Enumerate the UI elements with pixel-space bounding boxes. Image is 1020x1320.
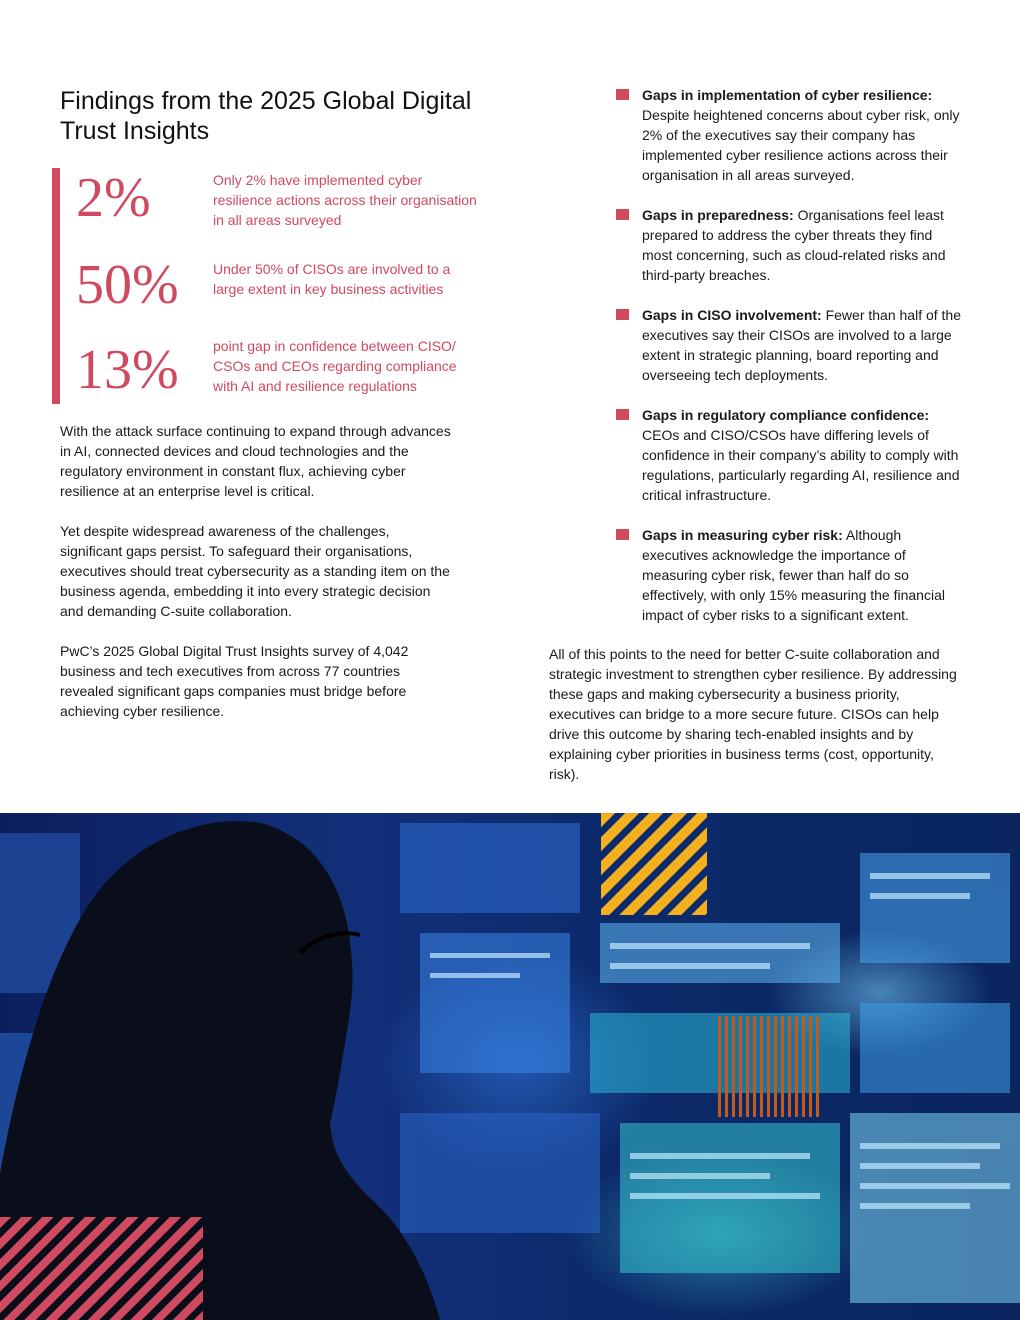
page-title: Findings from the 2025 Global Digital Trust Insights [60,87,472,145]
conclusion-paragraph: All of this points to the need for better C-suite collaboration and strategic investment to strengthen cyber resilience. By addressing these gaps and making cybersecurity a business priority, executives can bridge to a more secure future. CISOs can help drive this outcome by sharing tech-enabled insights and by explaining cyber priorities in business terms (cost, opportunity, risk). [549,646,957,782]
gap-description: Although executives acknowledge the importance of measuring cyber risk, fewer than half do so effectively, with only 15% measuring the financial impact of cyber risks to a significant extent. [642,527,945,623]
gap-description: Fewer than half of the executives say their CISOs are involved to a large extent in strategic planning, board reporting and overseeing tech deployments. [642,307,962,383]
gap-heading: Gaps in measuring cyber risk: [642,527,843,543]
stat-value: 2% [76,167,151,229]
gap-description: CEOs and CISO/CSOs have differing levels of confidence in their company’s ability to comply with regulations, particularly regarding AI, resilience and critical infrastructure. [642,427,960,503]
gap-heading: Gaps in implementation of cyber resilience: [642,87,933,103]
decorative-stripes-orange [718,1016,821,1117]
intro-paragraph: PwC’s 2025 Global Digital Trust Insights survey of 4,042 business and tech executives from across 77 countries revealed significant gaps companies must bridge before achieving cyber resilience. [60,643,409,719]
gap-description: Organisations feel least prepared to address the cyber threats they find most concerning, such as cloud-related risks and third-party breaches. [642,207,946,283]
bullet-square-icon [616,529,629,540]
stat-description: Only 2% have implemented cyber resilience actions across their organisation in all areas surveyed [213,172,477,228]
decorative-stripes-yellow [601,813,707,915]
bullet-square-icon [616,409,629,420]
gap-heading: Gaps in preparedness: [642,207,794,223]
intro-paragraph: Yet despite widespread awareness of the challenges, significant gaps persist. To safeguard their organisations, executives should treat cybersecurity as a standing item on the business agenda, embedding it into every strategic decision and demanding C-suite collaboration. [60,523,450,619]
stats-accent-bar [52,168,60,404]
stat-value: 13% [76,339,179,401]
stat-description: Under 50% of CISOs are involved to a large extent in key business activities [213,261,451,297]
stat-description: point gap in confidence between CISO/ CSOs and CEOs regarding compliance with AI and resilience regulations [213,338,457,394]
stat-value: 50% [76,254,179,316]
bullet-square-icon [616,89,629,100]
bullet-square-icon [616,309,629,320]
gap-heading: Gaps in CISO involvement: [642,307,822,323]
bullet-square-icon [616,209,629,220]
intro-paragraph: With the attack surface continuing to expand through advances in AI, connected devices and cloud technologies and the regulatory environment in constant flux, achieving cyber resilience at an enterprise level is critical. [60,423,451,499]
decorative-stripes-pink [0,1217,203,1320]
gap-heading: Gaps in regulatory compliance confidence: [642,407,930,423]
gap-description: Despite heightened concerns about cyber risk, only 2% of the executives say their company has implemented cyber resilience actions across their organisation in all areas surveyed. [642,107,960,183]
